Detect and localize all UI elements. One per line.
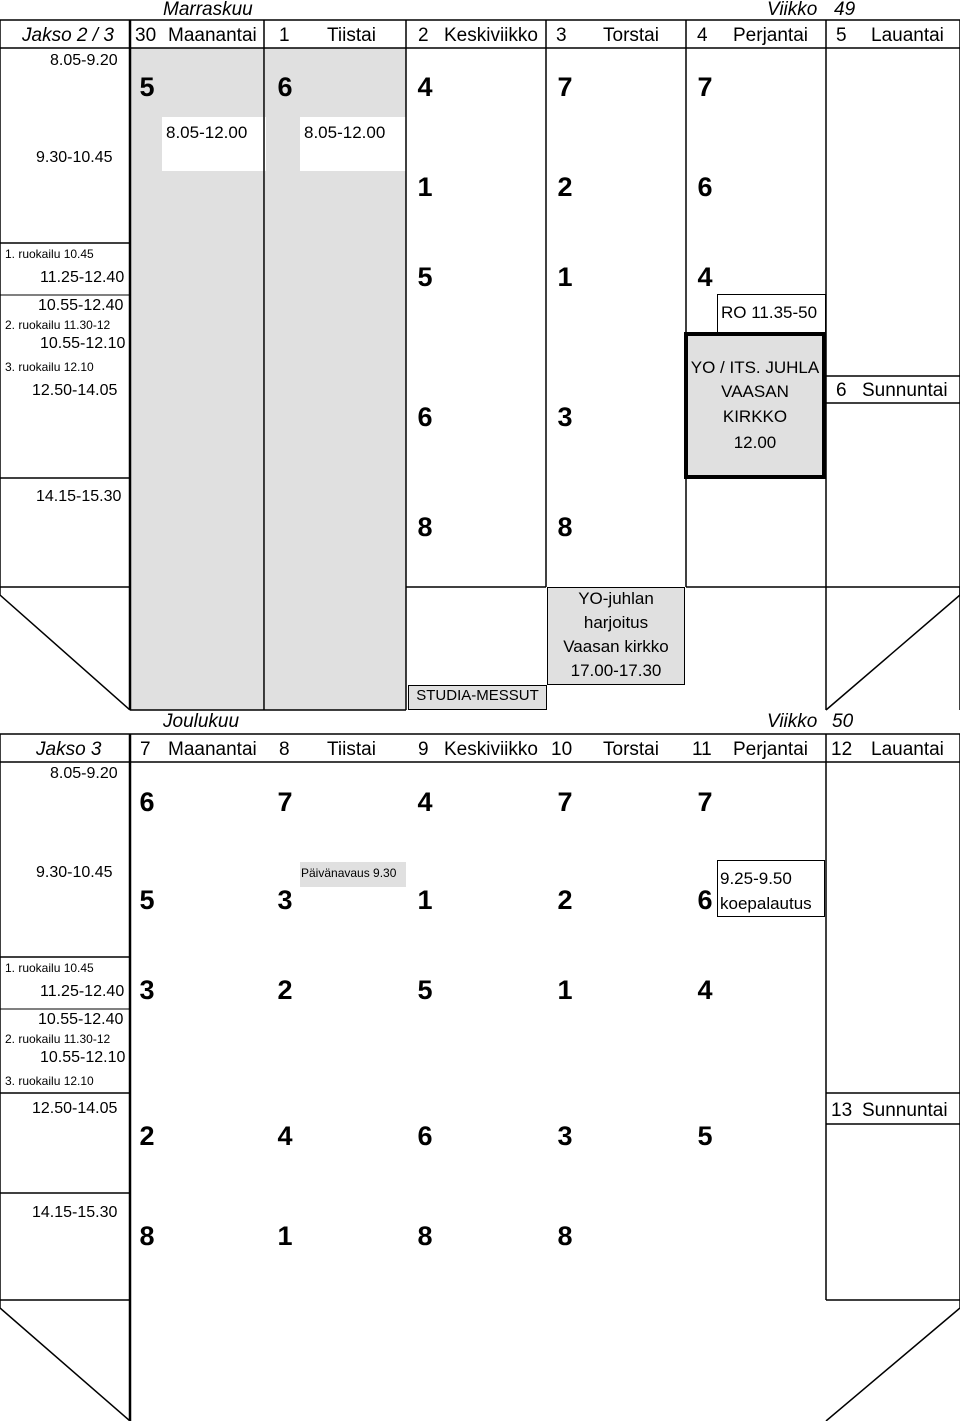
- lesson-number: 2: [277, 975, 293, 1005]
- day-num: 9: [418, 739, 429, 760]
- lesson-number: 3: [557, 1121, 573, 1151]
- lesson-number: 4: [417, 72, 433, 102]
- week-number-1: 49: [834, 0, 856, 20]
- exam-time-monday: 8.05-12.00: [166, 123, 248, 142]
- lesson-number: 6: [139, 787, 155, 817]
- time-slot-4: 10.55-12.40: [38, 1011, 124, 1028]
- lesson-number: 2: [139, 1121, 155, 1151]
- period-label-1: Jakso 2 / 3: [22, 25, 114, 46]
- yo-line: 12.00: [733, 433, 777, 452]
- lesson-number: 1: [277, 1221, 293, 1251]
- lesson-number: 8: [417, 1221, 433, 1251]
- yo-line: KIRKKO: [722, 407, 788, 426]
- day-name: Lauantai: [871, 25, 944, 46]
- time-slot-6: 12.50-14.05: [32, 1100, 118, 1117]
- time-slot-1: 8.05-9.20: [50, 765, 118, 782]
- lunch-2: 2. ruokailu 11.30-12: [5, 318, 111, 332]
- day-num: 1: [279, 25, 290, 46]
- lesson-number: 5: [417, 262, 433, 292]
- lesson-number: 1: [417, 172, 433, 202]
- rehearsal-line: harjoitus: [583, 613, 649, 632]
- time-slot-5: 10.55-12.10: [40, 335, 126, 352]
- lesson-number: 4: [277, 1121, 293, 1151]
- daylight-label: Päivänavaus 9.30: [301, 866, 397, 880]
- time-slot-1: 8.05-9.20: [50, 52, 118, 69]
- lesson-number: 7: [697, 72, 713, 102]
- lesson-number: 7: [557, 72, 573, 102]
- lunch-1: 1. ruokailu 10.45: [5, 247, 94, 261]
- time-slot-4: 10.55-12.40: [38, 297, 124, 314]
- sunday-name-1: Sunnuntai: [862, 380, 948, 401]
- day-name: Tiistai: [327, 25, 376, 46]
- lesson-number: 8: [417, 512, 433, 542]
- lesson-number: 1: [557, 975, 573, 1005]
- lesson-number: 5: [139, 885, 155, 915]
- day-name: Lauantai: [871, 739, 944, 760]
- day-num: 12: [831, 739, 853, 760]
- lesson-number: 7: [277, 787, 293, 817]
- rehearsal-line: Vaasan kirkko: [563, 637, 669, 656]
- exam-return-label: koepalautus: [720, 894, 812, 913]
- time-slot-5: 10.55-12.10: [40, 1049, 126, 1066]
- time-slot-6: 12.50-14.05: [32, 382, 118, 399]
- day-num: 7: [140, 739, 151, 760]
- lesson-number: 2: [557, 885, 573, 915]
- day-name: Maanantai: [168, 739, 257, 760]
- week-label-2: Viikko: [767, 711, 818, 732]
- yo-line: YO / ITS. JUHLA: [690, 358, 820, 377]
- sunday-num-1: 6: [836, 380, 847, 401]
- lesson-number: 5: [417, 975, 433, 1005]
- lesson-number: 8: [557, 1221, 573, 1251]
- rehearsal-line: YO-juhlan: [578, 589, 654, 608]
- lesson-number: 4: [697, 975, 713, 1005]
- lesson-number: 1: [417, 885, 433, 915]
- lesson-number: 6: [697, 172, 713, 202]
- time-slot-3: 11.25-12.40: [40, 269, 125, 286]
- lesson-number: 5: [697, 1121, 713, 1151]
- yo-line: VAASAN: [721, 382, 789, 401]
- time-slot-2: 9.30-10.45: [36, 864, 113, 881]
- day-name: Perjantai: [733, 25, 808, 46]
- lesson-number: 6: [417, 1121, 433, 1151]
- lesson-number: 1: [557, 262, 573, 292]
- time-slot-2: 9.30-10.45: [36, 149, 113, 166]
- lesson-number: 4: [697, 262, 713, 292]
- lesson-number: 6: [277, 72, 293, 102]
- day-name: Torstai: [603, 739, 659, 760]
- day-num: 5: [836, 25, 847, 46]
- exam-return-time: 9.25-9.50: [720, 869, 792, 888]
- day-num: 2: [418, 25, 429, 46]
- exam-time-tuesday: 8.05-12.00: [304, 123, 386, 142]
- day-name: Keskiviikko: [444, 739, 538, 760]
- lesson-number: 7: [557, 787, 573, 817]
- lesson-number: 8: [557, 512, 573, 542]
- rehearsal-line: 17.00-17.30: [570, 661, 662, 680]
- period-label-2: Jakso 3: [36, 739, 102, 760]
- lesson-number: 6: [417, 402, 433, 432]
- lunch-3: 3. ruokailu 12.10: [5, 360, 94, 374]
- lesson-number: 7: [697, 787, 713, 817]
- day-name: Perjantai: [733, 739, 808, 760]
- ro-label: RO 11.35-50: [721, 303, 818, 322]
- day-num: 3: [556, 25, 567, 46]
- week-number-2: 50: [832, 711, 854, 732]
- studia-messut-label: STUDIA-MESSUT: [416, 687, 539, 704]
- day-num: 10: [551, 739, 573, 760]
- day-num: 30: [135, 25, 157, 46]
- time-slot-3: 11.25-12.40: [40, 983, 125, 1000]
- week-label-1: Viikko: [767, 0, 818, 20]
- lesson-number: 6: [697, 885, 713, 915]
- lesson-number: 3: [277, 885, 293, 915]
- time-slot-7: 14.15-15.30: [32, 1204, 118, 1221]
- day-name: Tiistai: [327, 739, 376, 760]
- month-title-2: Joulukuu: [163, 711, 240, 732]
- month-title-1: Marraskuu: [163, 0, 253, 20]
- lunch-2: 2. ruokailu 11.30-12: [5, 1032, 111, 1046]
- lesson-number: 4: [417, 787, 433, 817]
- day-num: 4: [697, 25, 708, 46]
- time-slot-7: 14.15-15.30: [36, 488, 122, 505]
- lesson-number: 3: [557, 402, 573, 432]
- lesson-number: 5: [139, 72, 155, 102]
- lesson-number: 2: [557, 172, 573, 202]
- lunch-1: 1. ruokailu 10.45: [5, 961, 94, 975]
- sunday-num-2: 13: [831, 1100, 853, 1121]
- day-name: Torstai: [603, 25, 659, 46]
- day-num: 8: [279, 739, 290, 760]
- lesson-number: 3: [139, 975, 155, 1005]
- lesson-number: 8: [139, 1221, 155, 1251]
- day-name: Keskiviikko: [444, 25, 538, 46]
- day-num: 11: [692, 739, 712, 760]
- lunch-3: 3. ruokailu 12.10: [5, 1074, 94, 1088]
- day-name: Maanantai: [168, 25, 257, 46]
- sunday-name-2: Sunnuntai: [862, 1100, 948, 1121]
